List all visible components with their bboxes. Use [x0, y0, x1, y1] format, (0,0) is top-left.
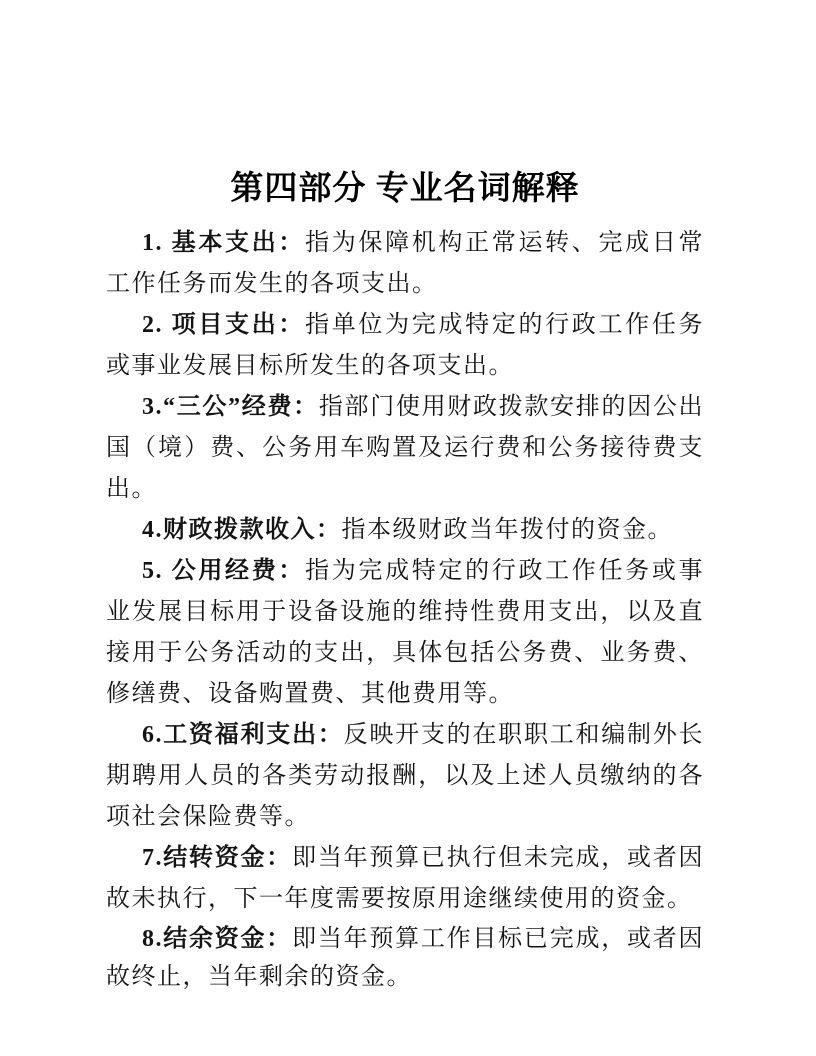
definition-paragraph-carryover-funds	[106, 838, 704, 920]
term-definition: 即当年预算工作目标已完成，或者因故终止，当年剩余的资金。	[106, 926, 705, 990]
term-label: 5. 公用经费：	[142, 558, 306, 584]
term-label: 1. 基本支出：	[142, 230, 306, 256]
term-label: 6.工资福利支出：	[142, 722, 344, 748]
definition-paragraph-surplus-funds	[106, 920, 704, 996]
definition-paragraph-wage-welfare-expenditure	[106, 715, 704, 838]
term-definition: 指本级财政当年拨付的资金。	[341, 517, 673, 543]
term-label: 8.结余资金：	[142, 926, 293, 952]
term-definition: 指单位为完成特定的行政工作任务或事业发展目标所发生的各项支出。	[106, 312, 705, 379]
definition-paragraph-basic-expenditure	[106, 223, 704, 305]
term-label: 7.结转资金：	[142, 845, 293, 871]
term-definition: 指部门使用财政拨款安排的因公出国（境）费、公务用车购置及运行费和公务接待费支出。	[106, 394, 705, 502]
term-label: 4.财政拨款收入：	[142, 517, 342, 543]
definition-paragraph-fiscal-appropriation-income	[106, 510, 704, 551]
definition-paragraph-three-public-funds	[106, 387, 704, 510]
term-definition: 指为完成特定的行政工作任务或事业发展目标用于设备设施的维持性费用支出，以及直接用于公务活动的支出，具体包括公务费、业务费、修缮费、设备购置费、其他费用等。	[106, 558, 705, 707]
term-label: 3.“三公”经费：	[142, 394, 319, 420]
definition-paragraph-project-expenditure	[106, 305, 704, 387]
definition-paragraph-public-funds	[106, 551, 704, 715]
term-definition: 反映开支的在职职工和编制外长期聘用人员的各类劳动报酬，以及上述人员缴纳的各项社会保险费等。	[106, 722, 705, 830]
page-title: 第四部分 专业名词解释	[230, 171, 580, 207]
term-definition: 指为保障机构正常运转、完成日常工作任务而发生的各项支出。	[106, 230, 705, 297]
term-definition: 即当年预算已执行但未完成，或者因故未执行，下一年度需要按原用途继续使用的资金。	[106, 845, 705, 912]
term-label: 2. 项目支出：	[142, 312, 306, 338]
